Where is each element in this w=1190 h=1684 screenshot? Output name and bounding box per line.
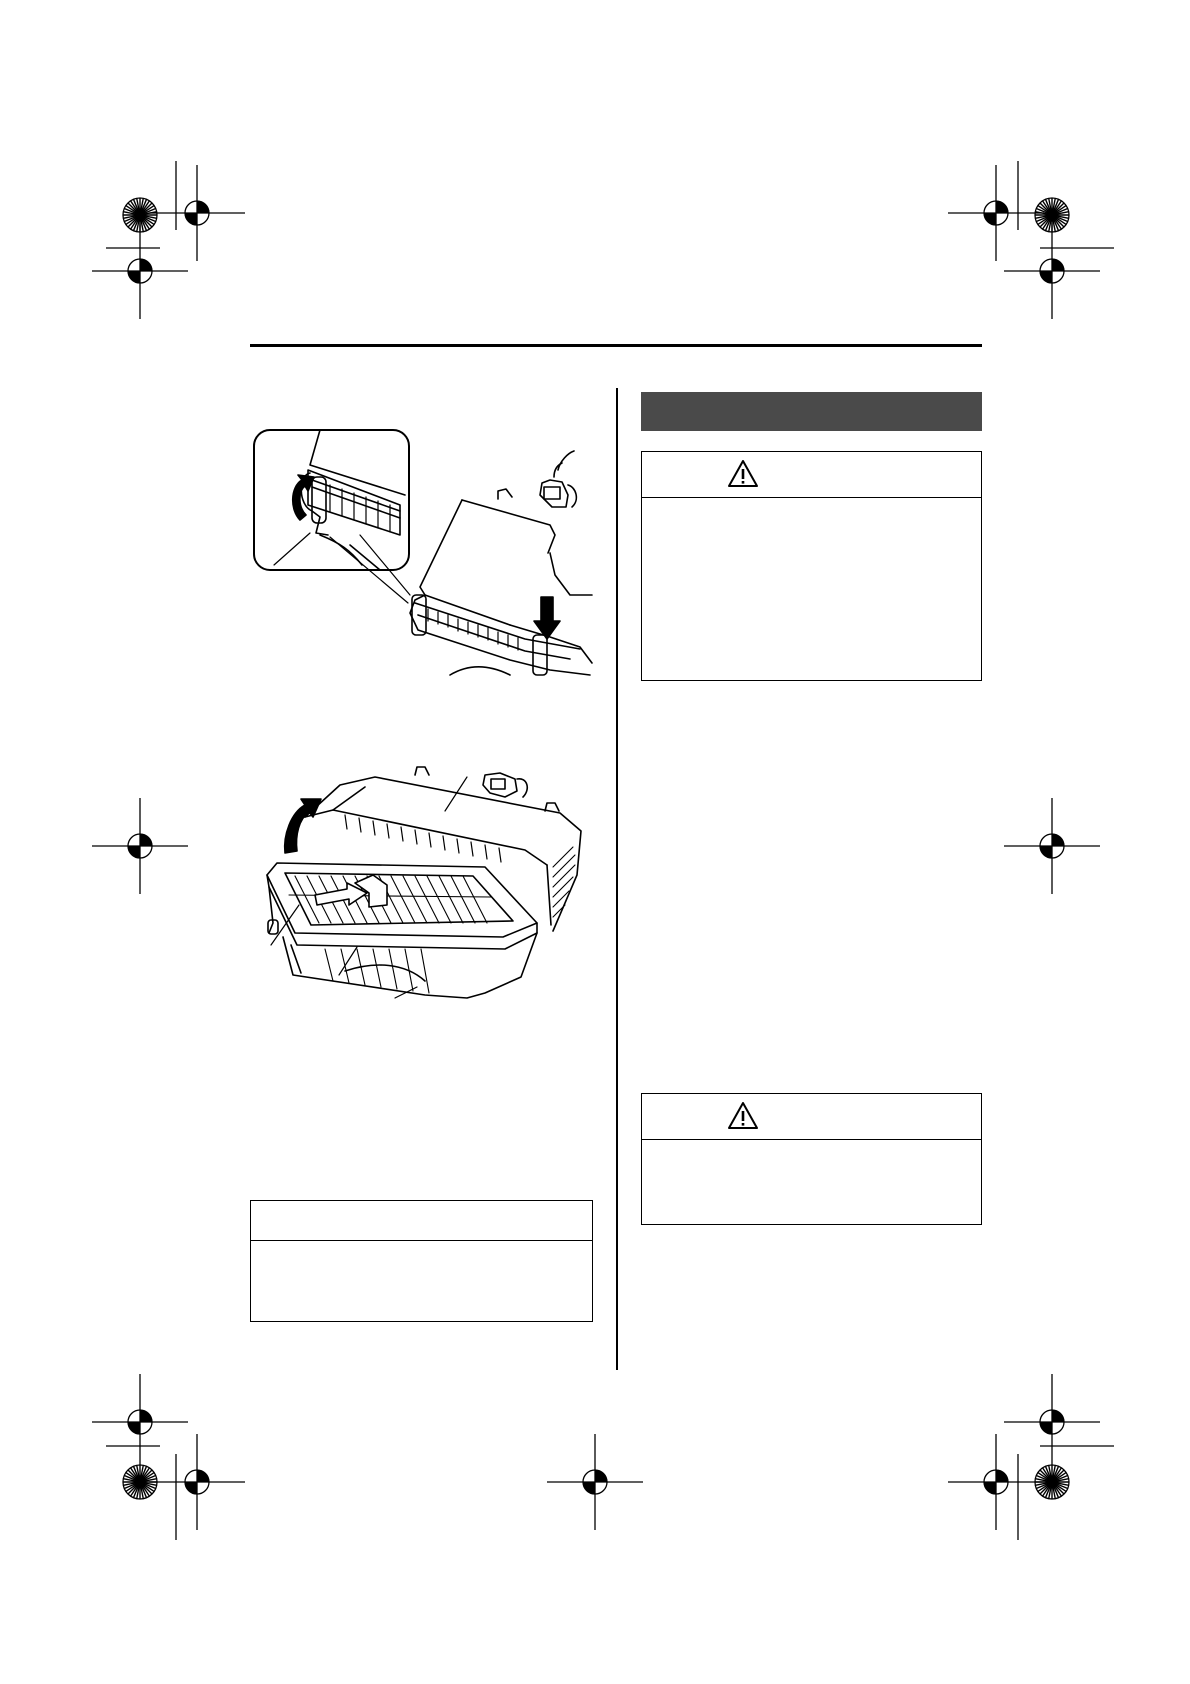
warning-box-2-header <box>642 1094 981 1140</box>
warning-triangle-icon <box>727 1101 759 1131</box>
header-rule <box>250 344 982 347</box>
warning-triangle-icon <box>727 459 759 489</box>
figure-air-cleaner-element-removal <box>255 755 595 1015</box>
warning-box-1-header <box>642 452 981 498</box>
warning-box-2 <box>641 1093 982 1225</box>
section-title-bar <box>641 392 982 431</box>
lift-arrow-icon <box>293 475 314 520</box>
air-filter-element <box>267 863 537 949</box>
column-divider <box>616 388 618 1370</box>
note-box-header <box>251 1201 592 1241</box>
open-cover-arrow-icon <box>285 799 321 853</box>
note-box <box>250 1200 593 1322</box>
pull-out-arrow-icon <box>315 875 387 907</box>
inset-clip-detail <box>301 430 405 570</box>
figure-air-cleaner-clip-release <box>250 425 595 690</box>
air-cleaner-housing <box>410 451 592 675</box>
warning-box-1 <box>641 451 982 681</box>
